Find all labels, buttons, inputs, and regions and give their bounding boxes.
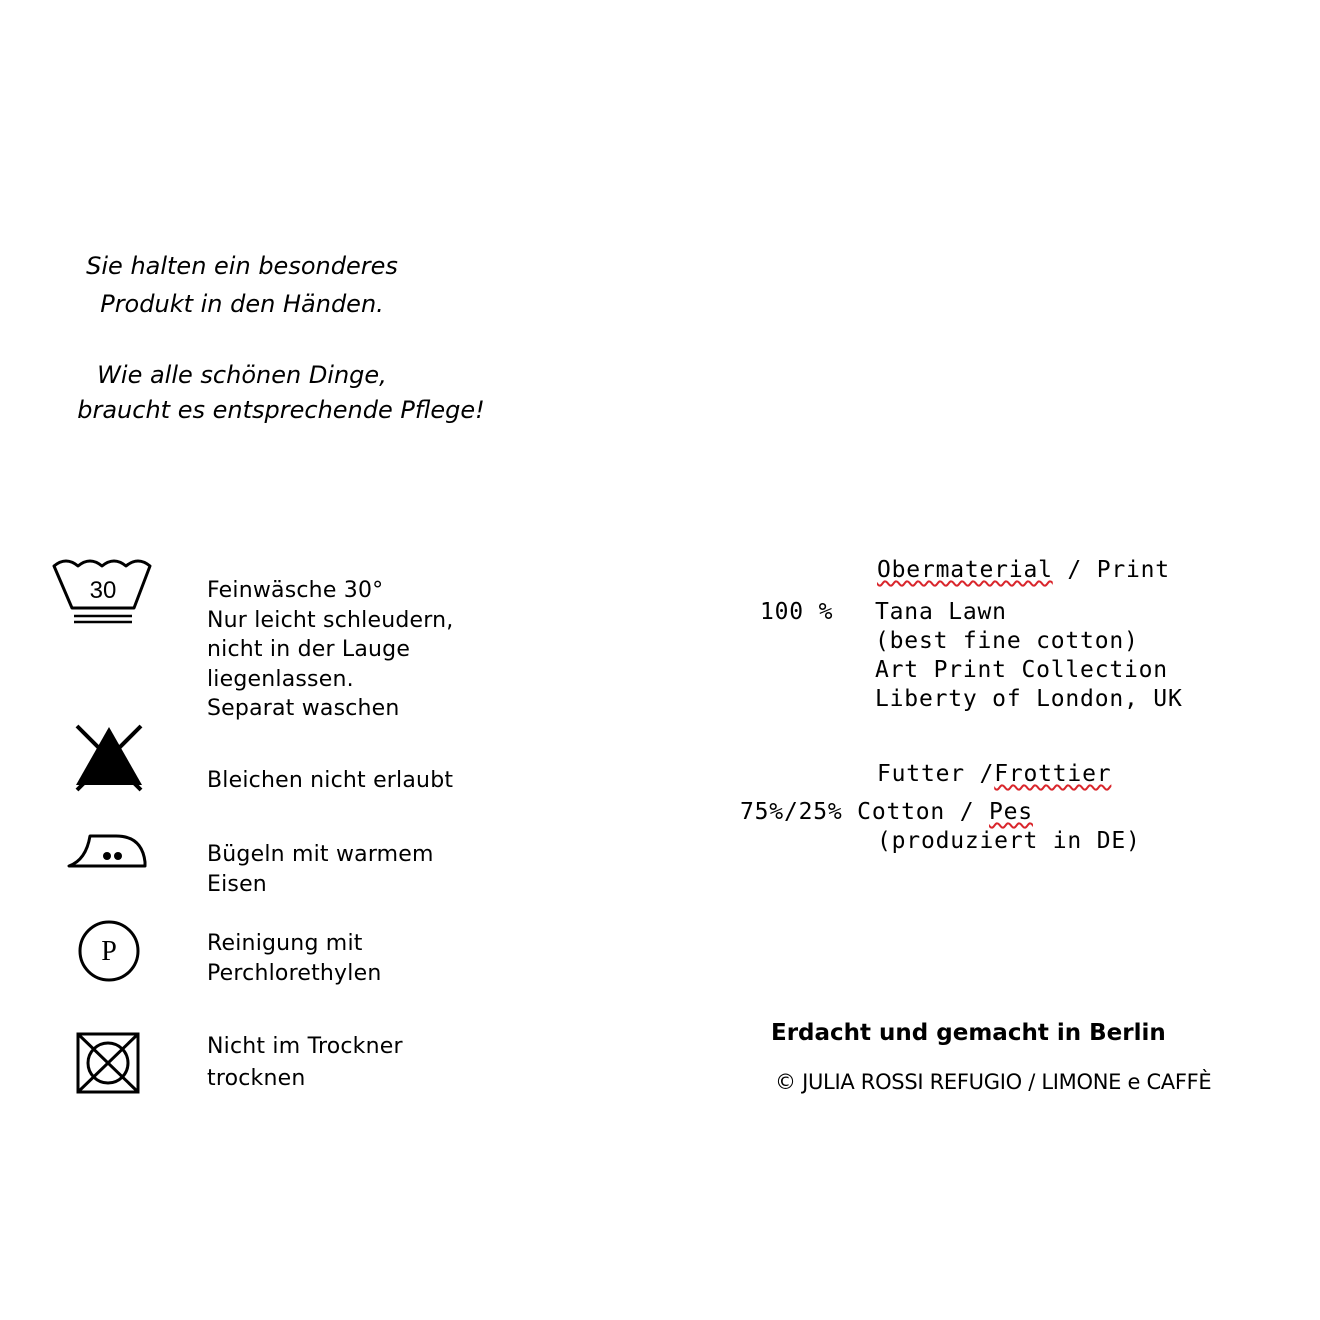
care-wash-line-4: liegenlassen. — [207, 666, 354, 692]
lining-heading-word: Frottier — [994, 761, 1112, 787]
no-bleach-icon — [72, 722, 146, 794]
care-wash-line-2: Nur leicht schleudern, — [207, 607, 454, 633]
care-tumble-line-1: Nicht im Trockner — [207, 1034, 403, 1059]
care-dryclean-line-1: Reinigung mit — [207, 931, 363, 956]
wash-30-gentle-icon — [50, 558, 156, 630]
lining-composition — [740, 798, 1033, 827]
copyright-notice: © JULIA ROSSI REFUGIO / LIMONE e CAFFÈ — [775, 1070, 1212, 1094]
care-wash-text — [207, 576, 453, 724]
lining-heading — [877, 760, 1111, 789]
outer-material-percent: 100 % — [760, 599, 834, 625]
outer-material-line-3: Art Print Collection — [875, 657, 1168, 683]
intro-line-3: Wie alle schönen Dinge, — [97, 361, 387, 389]
wash-temperature-label: 30 — [89, 577, 117, 604]
lining-composition-word: Pes — [989, 799, 1033, 825]
outer-material-line-2: (best fine cotton) — [875, 628, 1139, 654]
lining-composition-pre: 75%/25% Cotton / — [740, 799, 990, 825]
dry-clean-p-icon — [76, 918, 142, 984]
care-iron-line-1: Bügeln mit warmem — [207, 842, 434, 867]
care-tumble-line-2: trocknen — [207, 1066, 306, 1091]
care-tumble-text — [207, 1031, 403, 1095]
lining-note: (produziert in DE) — [877, 828, 1141, 854]
care-dryclean-text — [207, 929, 381, 988]
care-wash-line-5: Separat waschen — [207, 696, 400, 721]
outer-material-line-1: Tana Lawn — [875, 599, 1007, 625]
care-wash-line-3: nicht in der Lauge — [207, 637, 411, 662]
intro-line-1: Sie halten ein besonderes — [86, 252, 398, 280]
outer-material-heading — [877, 556, 1170, 585]
outer-material-heading-rest: / Print — [1052, 557, 1170, 583]
care-wash-line-1: Feinwäsche 30° — [207, 578, 384, 603]
intro-line-2: Produkt in den Händen. — [100, 290, 384, 318]
intro-line-4: braucht es entsprechende Pflege! — [77, 396, 485, 424]
lining-heading-pre: Futter / — [877, 761, 995, 787]
no-tumble-dry-icon — [74, 1030, 142, 1096]
care-dryclean-line-2: Perchlorethylen — [207, 960, 382, 986]
made-in-berlin: Erdacht und gemacht in Berlin — [771, 1020, 1166, 1046]
care-bleach-text — [207, 766, 453, 796]
outer-material-line-4: Liberty of London, UK — [875, 686, 1183, 712]
outer-material-details — [875, 598, 1183, 714]
care-iron-line-2: Eisen — [207, 871, 267, 897]
care-iron-text — [207, 840, 434, 899]
iron-medium-icon — [66, 830, 150, 870]
dry-clean-letter: P — [101, 936, 117, 967]
outer-material-heading-word: Obermaterial — [877, 557, 1053, 583]
care-bleach-line-1: Bleichen nicht erlaubt — [207, 768, 454, 793]
